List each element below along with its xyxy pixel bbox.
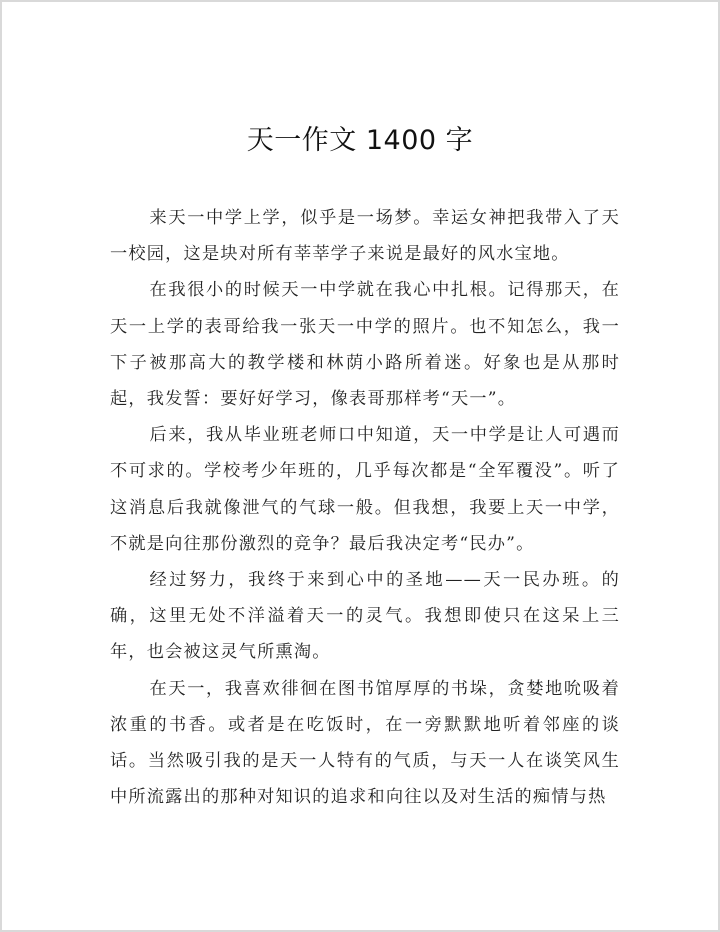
paragraph: 经过努力，我终于来到心中的圣地——天一民办班。的确，这里无处不洋溢着天一的灵气。我想即使只在这呆上三年，也会被这灵气所熏淘。 bbox=[110, 570, 620, 663]
page-title: 天一作文 1400 字 bbox=[246, 125, 474, 156]
paragraph: 来天一中学上学，似乎是一场梦。幸运女神把我带入了天一校园，这是块对所有莘莘学子来说是最好的风水宝地。 bbox=[110, 208, 620, 265]
article-body bbox=[110, 200, 620, 815]
paragraph: 在我很小的时候天一中学就在我心中扎根。记得那天，在天一上学的表哥给我一张天一中学的照片。也不知怎么，我一下子被那高大的教学楼和林荫小路所着迷。好象也是从那时起，我发誓：要好好学习，像表哥那样考“天一”。 bbox=[110, 280, 620, 410]
paragraph: 后来，我从毕业班老师口中知道，天一中学是让人可遇而不可求的。学校考少年班的，几乎每次都是“全军覆没”。听了这消息后我就像泄气的气球一般。但我想，我要上天一中学，不就是向往那份激烈的竞争？最后我决定考“民办”。 bbox=[110, 425, 620, 554]
paragraph: 在天一，我喜欢徘徊在图书馆厚厚的书垛，贪婪地吮吸着浓重的书香。或者是在吃饭时，在一旁默默地听着邻座的谈话。当然吸引我的是天一人特有的气质，与天一人在谈笑风生中所流露出的那种对知识的追求和向往以及对生活的痴情与热 bbox=[110, 678, 620, 808]
